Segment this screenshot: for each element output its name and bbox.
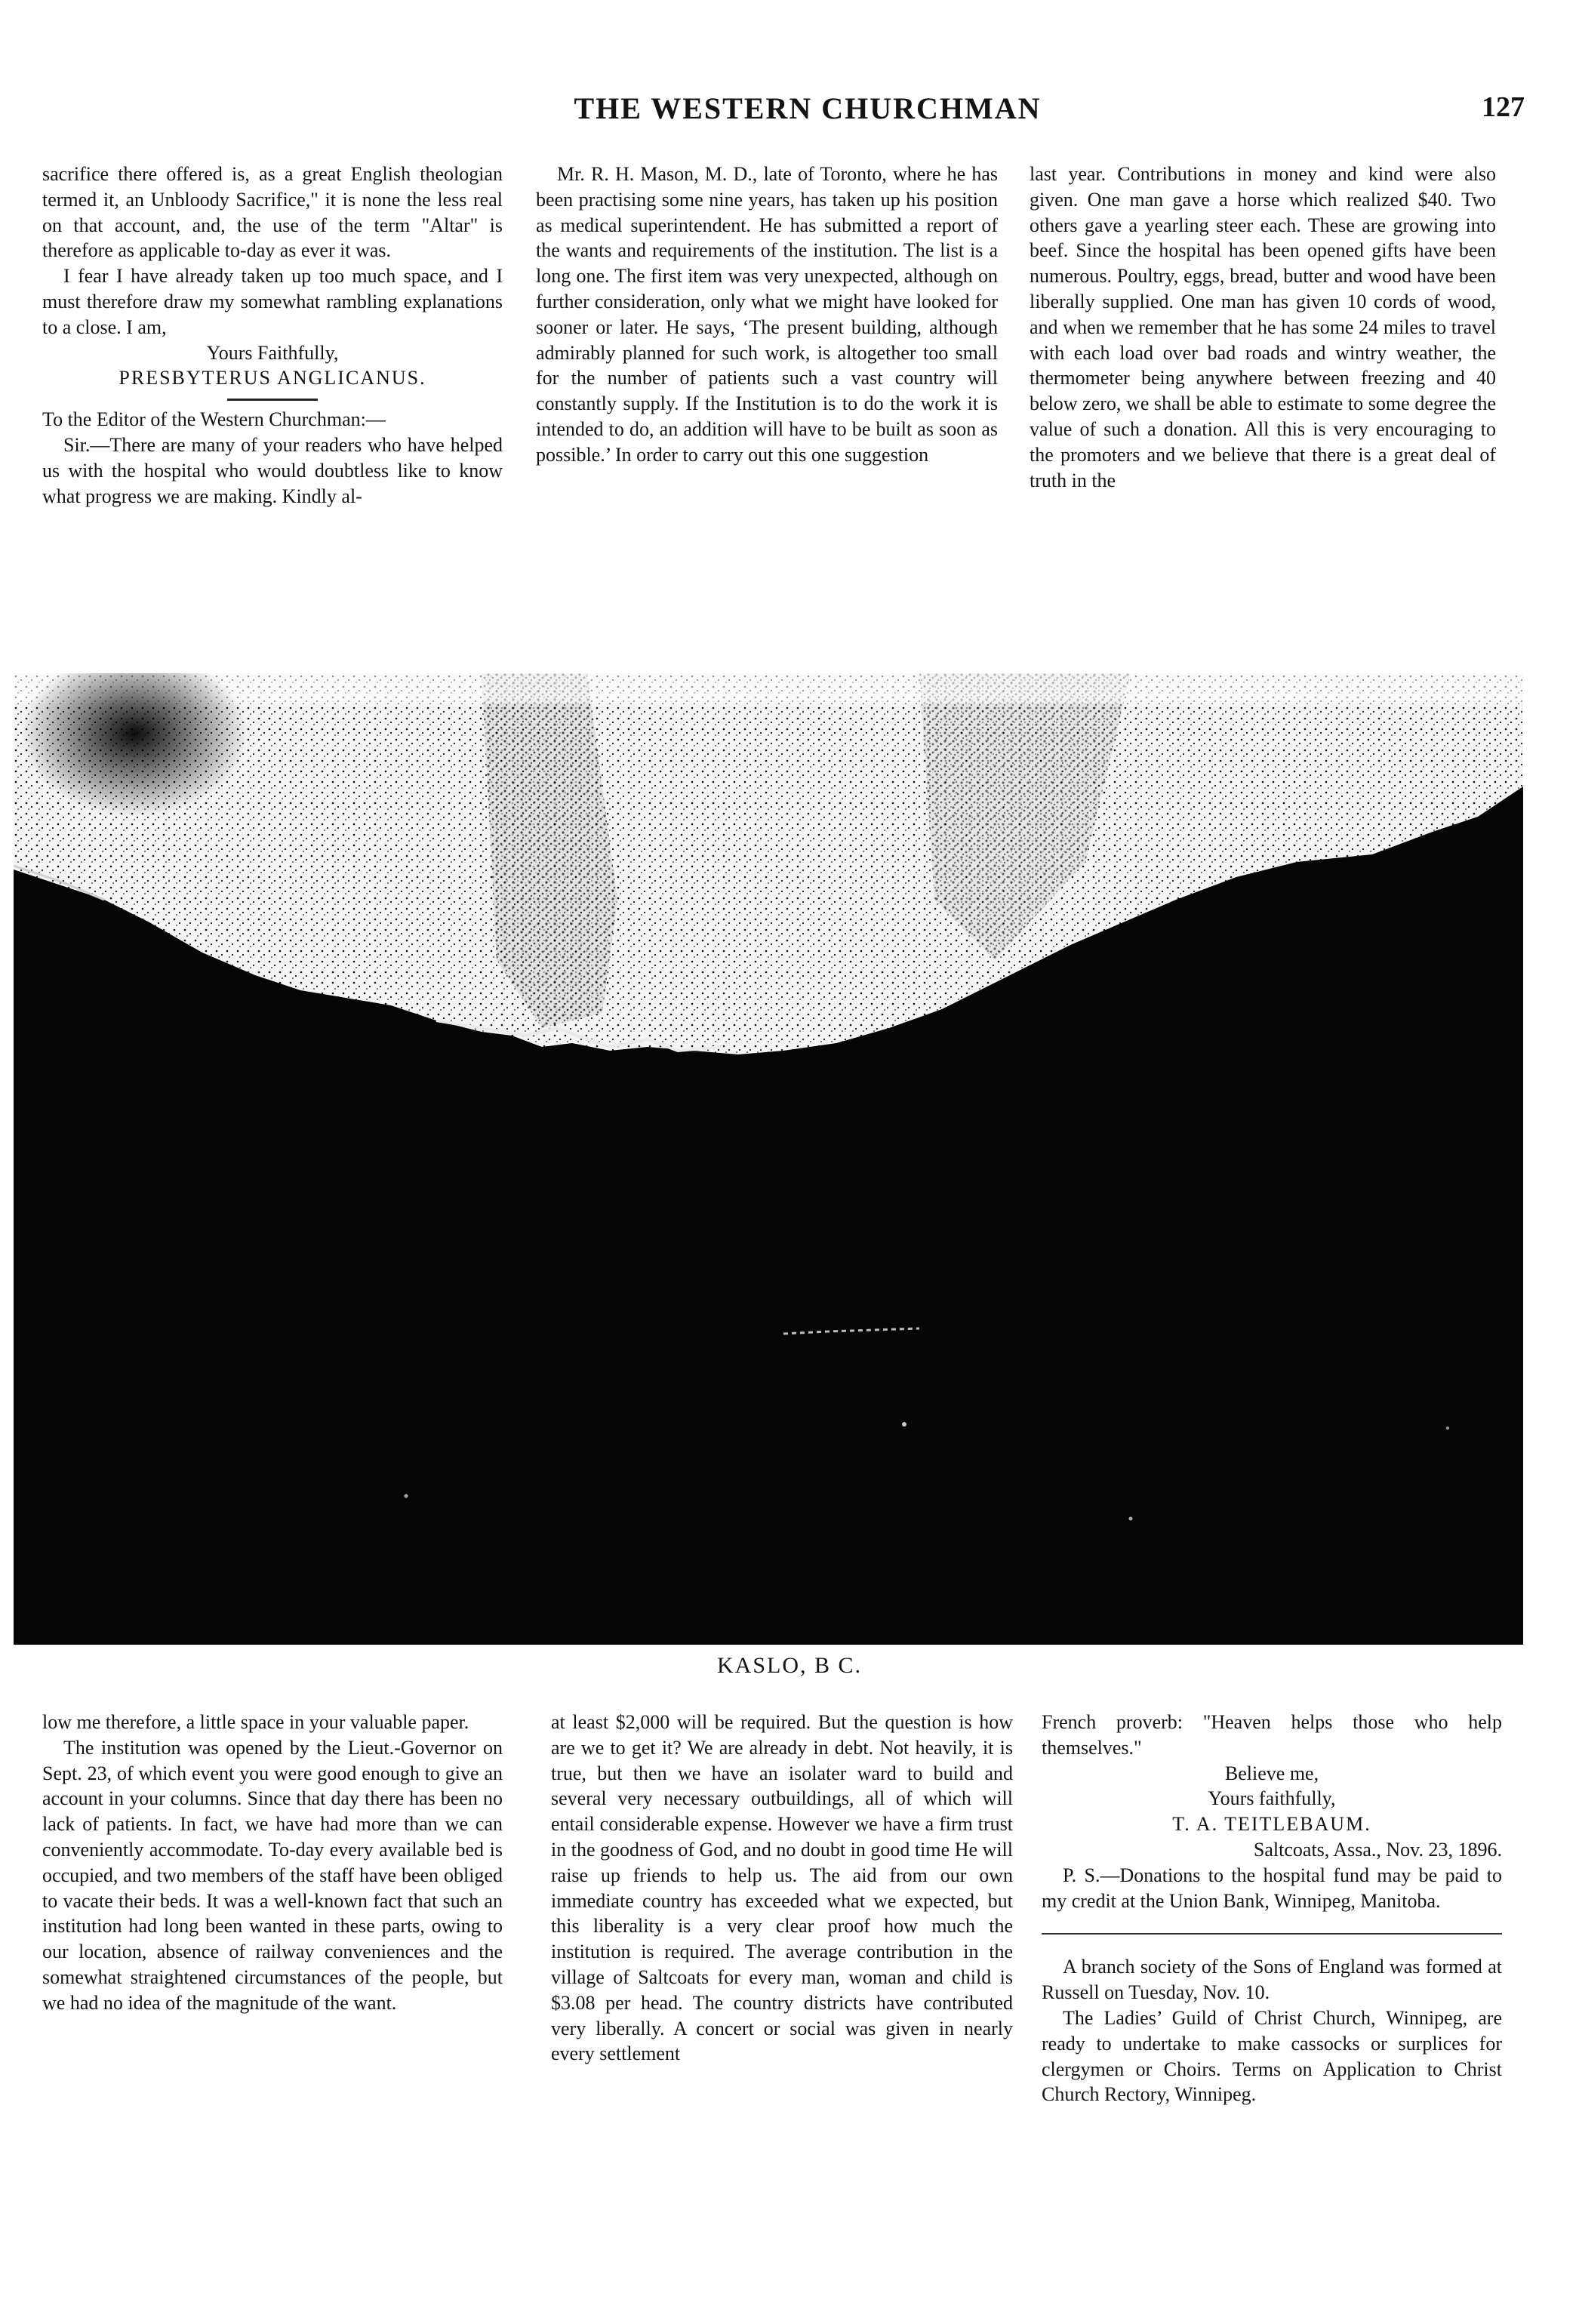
letter-signature: T. A. TEITLEBAUM. [1172, 1813, 1371, 1836]
column-6 [1042, 1710, 1502, 2107]
paragraph: sacrifice there offered is, as a great English theologian termed it, an Unbloody Sacrifice," it is none the less real on that account, and, the use of the term "Altar" is therefore as applicable to-day as ever it was. [42, 163, 503, 262]
column-4 [42, 1710, 503, 2016]
letter-closing: Yours Faithfully, [206, 341, 339, 364]
column-5 [551, 1710, 1013, 2067]
photo-caption: KASLO, B C. [716, 1653, 863, 1678]
paragraph: Sir.—There are many of your readers who have helped us with the hospital who would doubtless like to know what progress we are making. Kindly al- [42, 433, 503, 507]
page-number: 127 [1482, 91, 1525, 123]
page-header [0, 91, 1579, 136]
letter-believe: Believe me, [1224, 1762, 1319, 1784]
letter-dateline: Saltcoats, Assa., Nov. 23, 1896. [1253, 1838, 1502, 1861]
kaslo-photograph [14, 673, 1523, 1645]
postscript: P. S.—Donations to the hospital fund may be paid to my credit at the Union Bank, Winnipeg, Manitoba. [1042, 1864, 1502, 1912]
column-3 [1030, 162, 1496, 493]
photograph-image [14, 673, 1523, 1645]
section-divider [1042, 1933, 1502, 1935]
paragraph: last year. Contributions in money and kind were also given. One man gave a horse which realized $40. Two others gave a yearling steer each. These are growing into beef. Since the hospital has been opened gifts have been numerous. Poultry, eggs, bread, butter and wood have been liberally supplied. One man has given 10 cords of wood, and when we remember that he has some 24 miles to travel with each load over bad roads and wintry weather, the thermometer being anywhere between freezing and 40 below zero, we shall be able to estimate to some degree the value of such a donation. All this is very encouraging to the promoters and we believe that there is a great deal of truth in the [1030, 163, 1496, 491]
paragraph: low me therefore, a little space in your valuable paper. [42, 1711, 469, 1733]
notice: A branch society of the Sons of England was formed at Russell on Tuesday, Nov. 10. [1042, 1956, 1502, 2004]
letter-closing: Yours faithfully, [1208, 1787, 1336, 1810]
paragraph: Mr. R. H. Mason, M. D., late of Toronto, where he has been practising some nine years, has taken up his position as medical superintendent. He has submitted a report of the wants and requirements of the institution. The list is a long one. The first item was very unexpected, although on further consideration, only what we might have looked for sooner or later. He says, ‘The present building, although admirably planned for such work, is altogether too small for the number of patients such a vast country will constantly supply. If the Institution is to do the work it is intended to do, an addition will have to be built as soon as possible.’ In order to carry out this one suggestion [536, 163, 998, 466]
paragraph: The institution was opened by the Lieut.-Governor on Sept. 23, of which event you were good enough to give an account in your columns. Since that day there has been no lack of patients. In fact, we have had more than we can conveniently accommodate. To-day every available bed is occupied, and two members of the staff have been obliged to vacate their beds. It was a well-known fact that such an institution had long been wanted in these parts, owing to our location, absence of railway conveniences and the somewhat straightened circumstances of the people, but we had no idea of the magnitude of the want. [42, 1736, 503, 2014]
letter-address: To the Editor of the Western Churchman:— [42, 408, 386, 431]
column-2 [536, 162, 998, 468]
letter-signature: PRESBYTERUS ANGLICANUS. [119, 367, 426, 389]
column-1 [42, 162, 503, 509]
paragraph: French proverb: "Heaven helps those who help themselves." [1042, 1711, 1502, 1759]
paragraph: at least $2,000 will be required. But the question is how are we to get it? We are already in debt. Not heavily, it is true, but then we have an isolater ward to build and several very necessary outbuildings, all of which will entail considerable expense. However we have a firm trust in the goodness of God, and no doubt in good time He will raise up friends to help us. The aid from our own immediate country has exceeded what we expected, but this liberality is a very clear proof how much the institution is required. The average contribution in the village of Saltcoats for every man, woman and child is $3.08 per head. The country districts have contributed very liberally. A concert or social was given in nearly every settlement [551, 1711, 1013, 2065]
section-divider [227, 399, 318, 401]
running-title: THE WESTERN CHURCHMAN [574, 91, 1042, 125]
paragraph: I fear I have already taken up too much space, and I must therefore draw my somewhat rambling explanations to a close. I am, [42, 265, 503, 338]
notice: The Ladies’ Guild of Christ Church, Winnipeg, are ready to undertake to make cassocks or surplices for clergymen or Choirs. Terms on Application to Christ Church Rectory, Winnipeg. [1042, 2006, 1502, 2106]
